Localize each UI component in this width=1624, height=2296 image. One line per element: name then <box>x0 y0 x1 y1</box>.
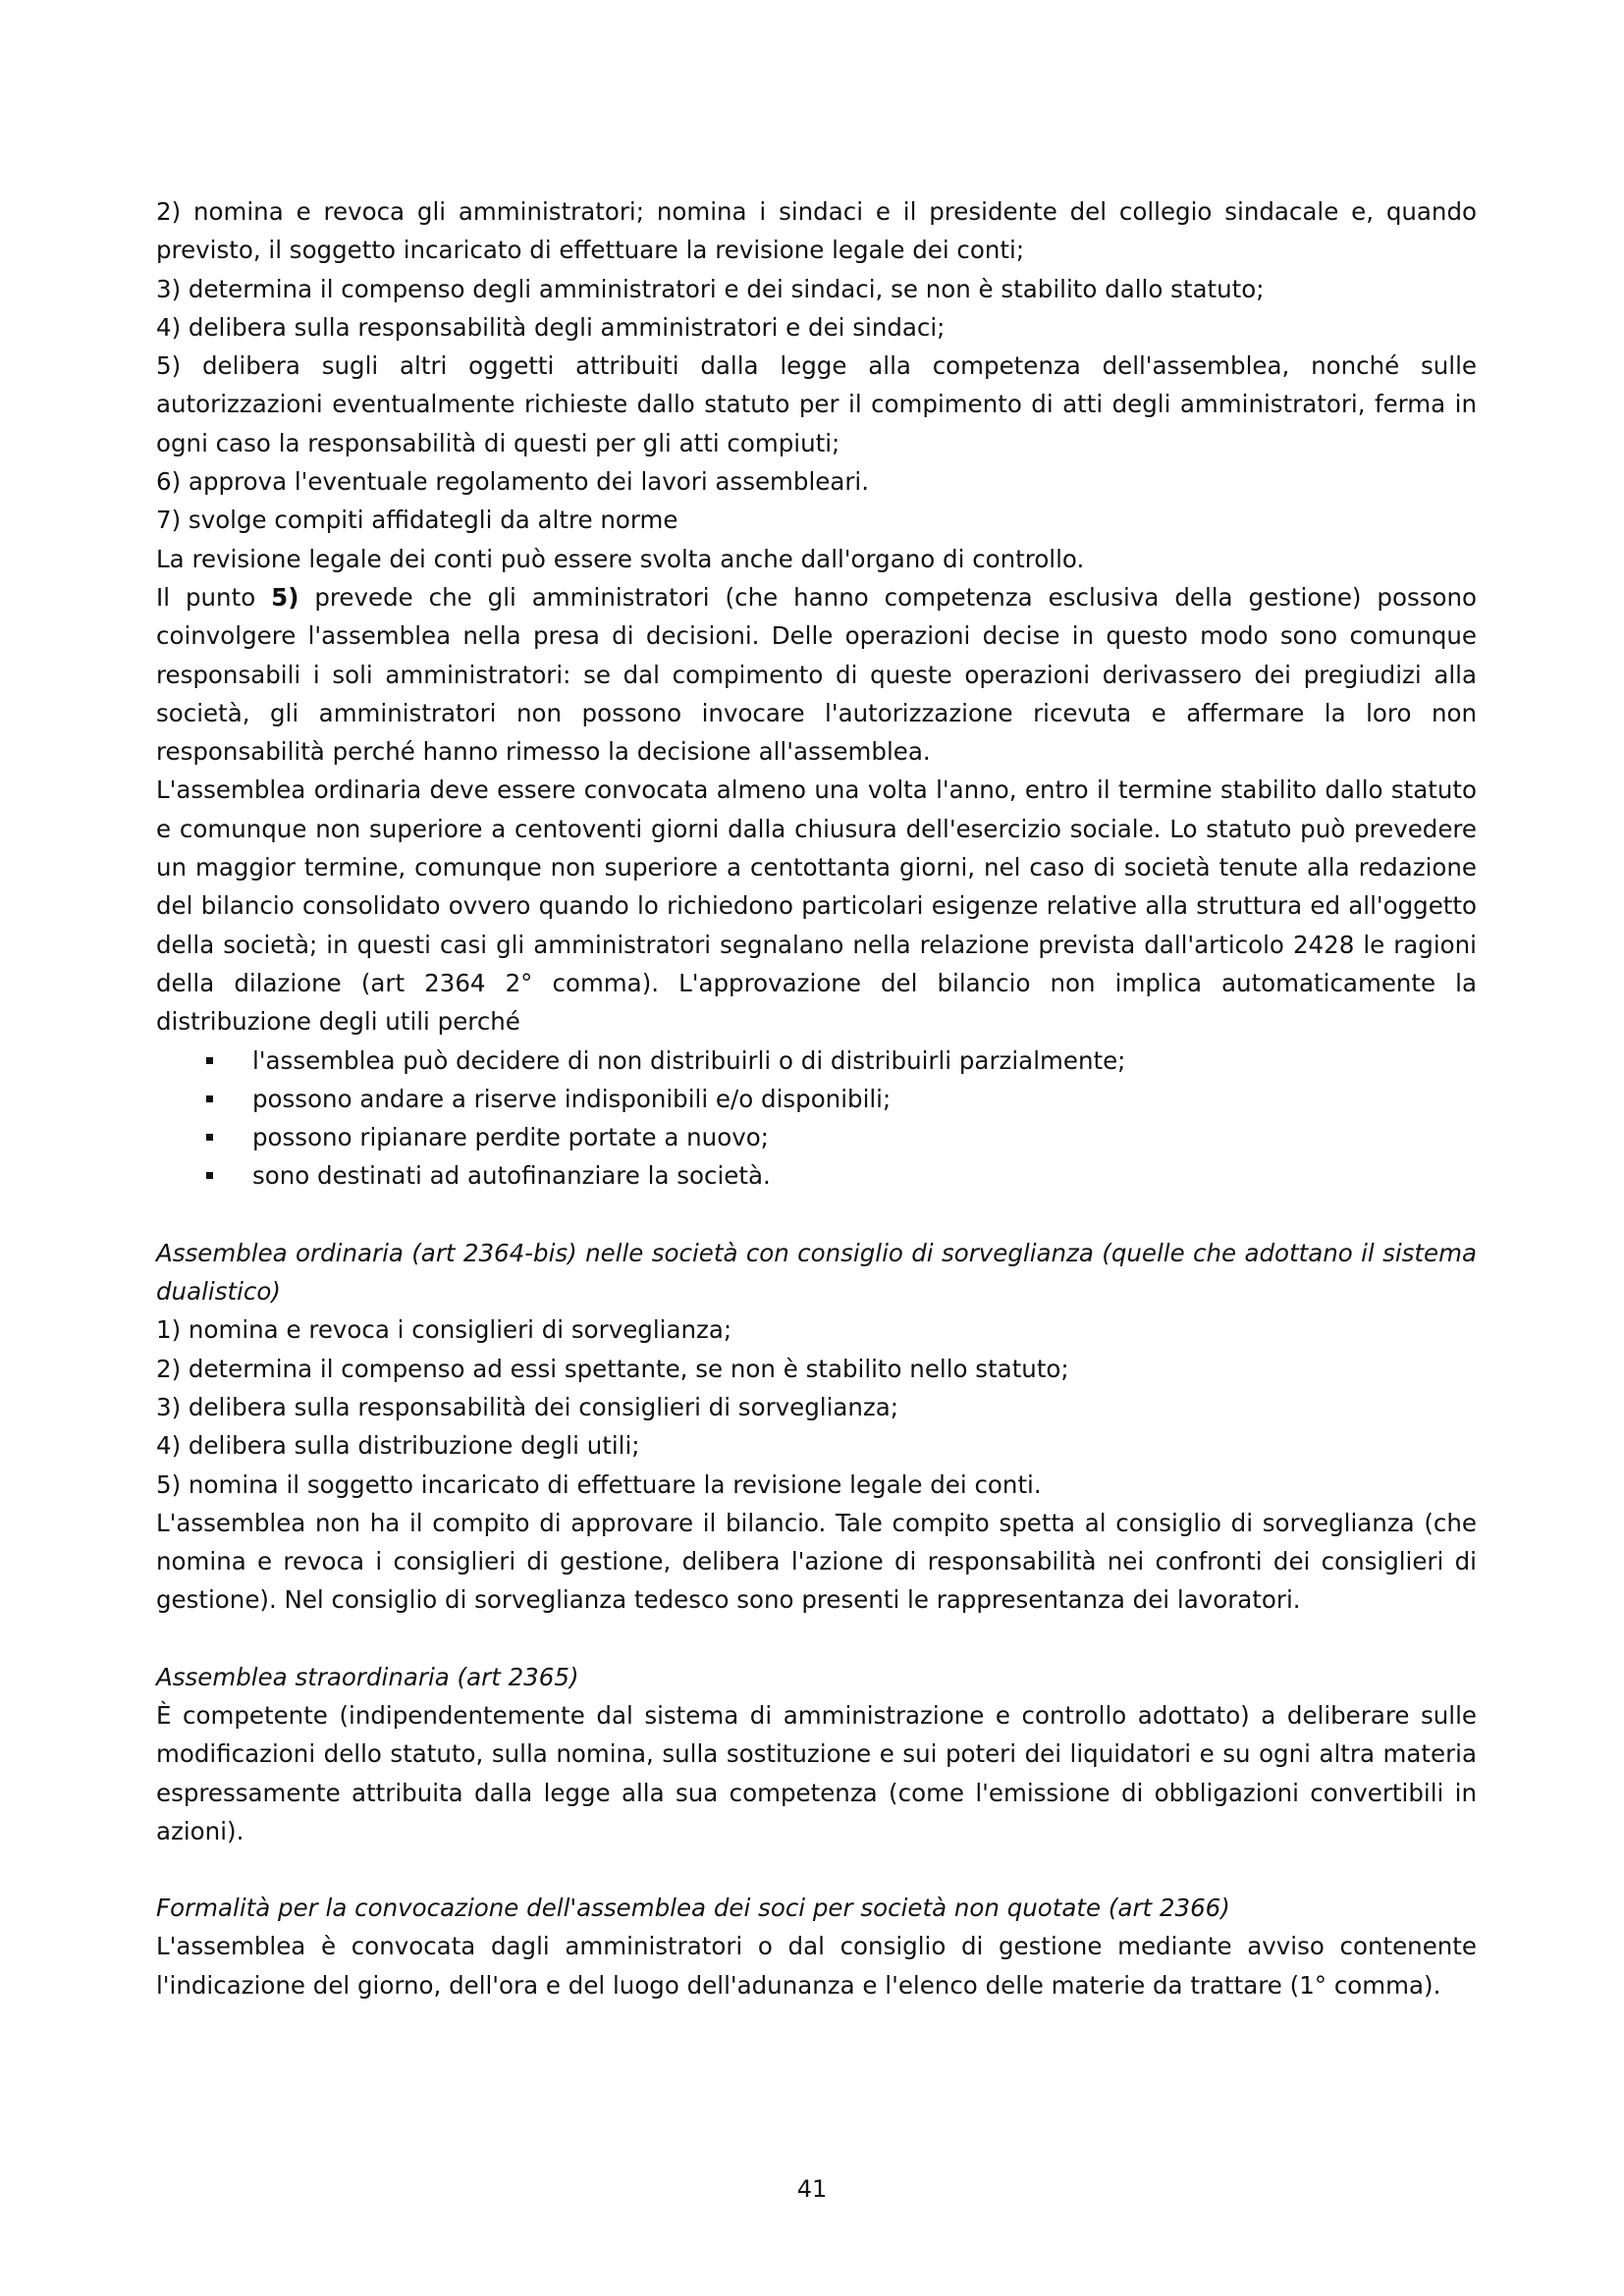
list-item: 2) nomina e revoca gli amministratori; nomina i sindaci e il presidente del collegio sindacale e, quando previsto, il soggetto incaricato di effettuare la revisione legale dei conti; <box>156 197 1477 265</box>
punto5-bold: 5) <box>271 582 299 612</box>
section-heading-convocation: Formalità per la convocazione dell'assemblea dei soci per società non quotate (art 2366) <box>156 1894 1230 1923</box>
section-spacer <box>156 1620 1477 1658</box>
list-item: 5) nomina il soggetto incaricato di effettuare la revisione legale dei conti. <box>156 1469 1042 1499</box>
revision-note: La revisione legale dei conti può essere svolta anche dall'organo di controllo. <box>156 544 1085 573</box>
bullet-icon <box>206 1057 213 1064</box>
bullet-item <box>156 1118 1477 1156</box>
list-item: 3) delibera sulla responsabilità dei consiglieri di sorveglianza; <box>156 1392 899 1421</box>
list-item: 4) delibera sulla distribuzione degli utili; <box>156 1431 640 1461</box>
dualistic-paragraph: L'assemblea non ha il compito di approvare il bilancio. Tale compito spetta al consiglio di sorveglianza (che nomina e revoca i consiglieri di gestione, delibera l'azione di responsabilità nei confronti dei consiglieri di gestione). Nel consiglio di sorveglianza tedesco sono presenti le rappresentanza dei lavoratori. <box>156 1508 1477 1615</box>
list-item: 6) approva l'eventuale regolamento dei lavori assembleari. <box>156 467 870 497</box>
punto5-rest: prevede che gli amministratori (che hanno competenza esclusiva della gestione) possono coinvolgere l'assemblea nella presa di decisioni. Delle operazioni decise in questo modo sono comunque responsabili i soli amministratori: se dal compimento di queste operazioni derivassero dei pregiudizi alla società, gli amministratori non possono invocare l'autorizzazione ricevuta e affermare la loro non responsabilità perché hanno rimesso la decisione all'assemblea. <box>156 582 1477 767</box>
page-number: 41 <box>796 2175 828 2203</box>
section-heading-extraordinary: Assemblea straordinaria (art 2365) <box>156 1662 579 1691</box>
list-item: 3) determina il compenso degli amministratori e dei sindaci, se non è stabilito dallo statuto; <box>156 274 1265 303</box>
list-item: 5) delibera sugli altri oggetti attribuiti dalla legge alla competenza dell'assemblea, nonché sulle autorizzazioni eventualmente richieste dallo statuto per il compimento di atti degli amministratori, ferma in ogni caso la responsabilità di questi per gli atti compiuti; <box>156 351 1477 457</box>
punto5-prefix: Il punto <box>156 582 272 612</box>
bullet-icon <box>206 1095 213 1102</box>
section-heading-dualistic: Assemblea ordinaria (art 2364-bis) nelle società con consiglio di sorveglianza (quelle che adottano il sistema dualistico) <box>156 1238 1477 1307</box>
list-item: 7) svolge compiti affidategli da altre norme <box>156 506 678 535</box>
bullet-icon <box>206 1172 213 1179</box>
bullet-icon <box>206 1134 213 1141</box>
approval-paragraph: L'assemblea ordinaria deve essere convocata almeno una volta l'anno, entro il termine stabilito dallo statuto e comunque non superiore a centoventi giorni dalla chiusura dell'esercizio sociale. Lo statuto può prevedere un maggior termine, comunque non superiore a centottanta giorni, nel caso di società tenute alla redazione del bilancio consolidato ovvero quando lo richiedono particolari esigenze relative alla struttura ed all'oggetto della società; in questi casi gli amministratori segnalano nella relazione prevista dall'articolo 2428 le ragioni della dilazione (art 2364 2° comma). L'approvazione del bilancio non implica automaticamente la distribuzione degli utili perché <box>156 775 1477 1037</box>
page-content <box>156 192 1477 2004</box>
section-spacer <box>156 1850 1477 1889</box>
bullet-list <box>156 1041 1477 1196</box>
section-spacer <box>156 1196 1477 1234</box>
bullet-item <box>156 1156 1477 1195</box>
bullet-item <box>156 1080 1477 1118</box>
bullet-item <box>156 1041 1477 1080</box>
list-item: 1) nomina e revoca i consiglieri di sorveglianza; <box>156 1315 732 1345</box>
bullet-text: possono ripianare perdite portate a nuovo; <box>252 1123 769 1152</box>
bullet-text: sono destinati ad autofinanziare la società. <box>252 1161 771 1191</box>
bullet-text: possono andare a riserve indisponibili e/o disponibili; <box>252 1084 892 1113</box>
punto5-paragraph <box>156 578 1477 771</box>
list-item: 2) determina il compenso ad essi spettante, se non è stabilito nello statuto; <box>156 1354 1069 1383</box>
convocation-paragraph: L'assemblea è convocata dagli amministratori o dal consiglio di gestione mediante avviso contenente l'indicazione del giorno, dell'ora e del luogo dell'adunanza e l'elenco delle materie da trattare (1° comma). <box>156 1932 1477 2000</box>
extraordinary-paragraph: È competente (indipendentemente dal sistema di amministrazione e controllo adottato) a deliberare sulle modificazioni dello statuto, sulla nomina, sulla sostituzione e sui poteri dei liquidatori e su ogni altra materia espressamente attribuita dalla legge alla sua competenza (come l'emissione di obbligazioni convertibili in azioni). <box>156 1700 1477 1845</box>
list-item: 4) delibera sulla responsabilità degli amministratori e dei sindaci; <box>156 312 946 342</box>
bullet-text: l'assemblea può decidere di non distribuirli o di distribuirli parzialmente; <box>252 1045 1126 1075</box>
